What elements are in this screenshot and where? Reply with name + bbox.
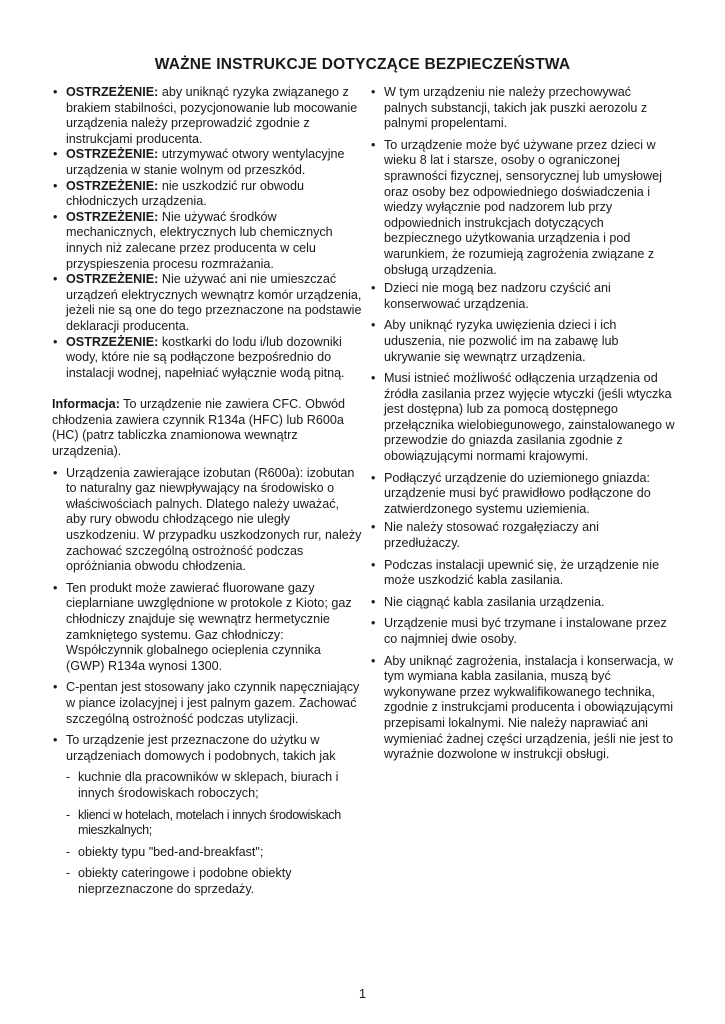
warning-label: OSTRZEŻENIE: <box>66 272 159 287</box>
usage-item: - obiekty cateringowe i podobne obiekty nieprzeznaczone do sprzedaży. <box>52 866 362 897</box>
list-item: • To urządzenie jest przeznaczone do użytku w urządzeniach domowych i podobnych, takich jak <box>52 733 362 764</box>
list-item: • To urządzenie może być używane przez dzieci w wieku 8 lat i starsze, osoby o ograniczonej sprawności fizycznej, sensorycznej lub umysłowej oraz osoby bez odpowiedniego doświadczenia i wiedzy wyłącznie pod nadzorem lub przy odpowiednich instrukcjach dotyczących bezpiecznego użytkowania urządzenia i pod warunkiem, że rozumieją zagrożenia związane z obsługą urządzenia. <box>370 138 675 278</box>
info-label: Informacja: <box>52 397 120 412</box>
list-item: • Podczas instalacji upewnić się, że urządzenie nie może uszkodzić kabla zasilania. <box>370 558 675 589</box>
warning-label: OSTRZEŻENIE: <box>66 209 159 224</box>
warning-text: nie uszkodzić rur obwodu chłodniczych urządzenia. <box>66 178 304 209</box>
list-item: • Musi istnieć możliwość odłączenia urządzenia od źródła zasilania przez wyjęcie wtyczki (jeśli wtyczka jest dostępna) lub za pomocą dostępnego przełącznika wielobiegunowego, zainstalowanego w przewodzie do gniazda zasilania zgodnie z obowiązującymi normami krajowymi. <box>370 371 675 465</box>
warning-item <box>52 272 362 334</box>
warning-label: OSTRZEŻENIE: <box>66 334 159 349</box>
warning-item <box>52 179 362 210</box>
left-column <box>52 85 362 904</box>
page-number: 1 <box>358 986 367 1001</box>
list-item: • Podłączyć urządzenie do uziemionego gniazda: urządzenie musi być prawidłowo podłączone do zatwierdzonego systemu uziemienia. <box>370 471 675 518</box>
list-item: • Dzieci nie mogą bez nadzoru czyścić ani konserwować urządzenia. <box>370 281 675 312</box>
warning-item <box>52 210 362 272</box>
warning-item <box>52 85 362 147</box>
list-item: • Urządzenie musi być trzymane i instalowane przez co najmniej dwie osoby. <box>370 616 675 647</box>
warning-text: Nie używać ani nie umieszczać urządzeń elektrycznych wewnątrz komór urządzenia, jeżeli nie są one do tego przeznaczone na podstawie deklaracji producenta. <box>66 272 362 333</box>
warning-label: OSTRZEŻENIE: <box>66 147 159 162</box>
list-item: • Nie ciągnąć kabla zasilania urządzenia. <box>370 595 675 611</box>
info-paragraph <box>52 397 362 459</box>
list-item: • C-pentan jest stosowany jako czynnik napęczniający w piance izolacyjnej i jest palnym gazem. Zachować szczególną ostrożność podczas utylizacji. <box>52 680 362 727</box>
list-item: • Nie należy stosować rozgałęziaczy ani przedłużaczy. <box>370 520 675 551</box>
warning-label: OSTRZEŻENIE: <box>66 178 159 193</box>
warning-text: utrzymywać otwory wentylacyjne urządzenia w stanie wolnym od przeszkód. <box>66 147 345 177</box>
usage-item: - klienci w hotelach, motelach i innych środowiskach mieszkalnych; <box>52 808 362 839</box>
usage-item: - obiekty typu "bed-and-breakfast"; <box>52 845 362 861</box>
right-column <box>370 85 675 769</box>
warning-text: aby uniknąć ryzyka związanego z brakiem stabilności, pozycjonowanie lub mocowanie urządzenia należy przeprowadzić zgodnie z instrukcjami producenta. <box>66 85 358 146</box>
list-item: • Aby uniknąć ryzyka uwięzienia dzieci i ich uduszenia, nie pozwolić im na zabawę lub ukrywanie się wewnątrz urządzenia. <box>370 318 675 365</box>
warnings-list <box>52 85 362 381</box>
warning-item <box>52 335 362 382</box>
warning-label: OSTRZEŻENIE: <box>66 85 159 99</box>
list-item: • Aby uniknąć zagrożenia, instalacja i konserwacja, w tym wymiana kabla zasilania, muszą być wykonywane przez wykwalifikowanego technika, zgodnie z instrukcjami producenta i obowiązującymi przepisami lokalnymi. Nie należy naprawiać ani wymieniać żadnej części urządzenia, jeśli nie jest to wyraźnie dozwolone w instrukcji obsługi. <box>370 654 675 763</box>
page-title: WAŻNE INSTRUKCJE DOTYCZĄCE BEZPIECZEŃSTWA <box>154 56 571 73</box>
info-text: To urządzenie nie zawiera CFC. Obwód chłodzenia zawiera czynnik R134a (HFC) lub R600a (HC) (patrz tabliczka znamionowa wewnątrz urządzenia). <box>52 397 346 459</box>
list-item: • Ten produkt może zawierać fluorowane gazy cieplarniane uwzględnione w protokole z Kioto; gaz chłodniczy znajduje się wewnątrz hermetycznie zamkniętego systemu. Gaz chłodniczy: Współczynnik globalnego ocieplenia czynnika (GWP) R134a wynosi 1300. <box>52 581 362 675</box>
warning-text: Nie używać środków mechanicznych, elektrycznych lub chemicznych innych niż zalecane przez producenta w celu przyspieszenia procesu rozmrażania. <box>66 209 333 271</box>
warning-item <box>52 147 362 178</box>
list-item: • Urządzenia zawierające izobutan (R600a): izobutan to naturalny gaz niewpływający na środowisko o właściwościach palnych. Dlatego należy uważać, aby rury obwodu chłodzącego nie uległy uszkodzeniu. W przypadku uszkodzonych rur, należy zachować szczególną ostrożność podczas opróżniania obwodu chłodzenia. <box>52 466 362 575</box>
list-item: • W tym urządzeniu nie należy przechowywać palnych substancji, takich jak puszki aerozolu z palnymi propelentami. <box>370 85 675 132</box>
warning-text: kostkarki do lodu i/lub dozowniki wody, które nie są podłączone bezpośrednio do instalacji wodnej, napełniać wyłącznie wodą pitną. <box>66 334 345 380</box>
usage-item: - kuchnie dla pracowników w sklepach, biurach i innych środowiskach roboczych; <box>52 770 362 801</box>
